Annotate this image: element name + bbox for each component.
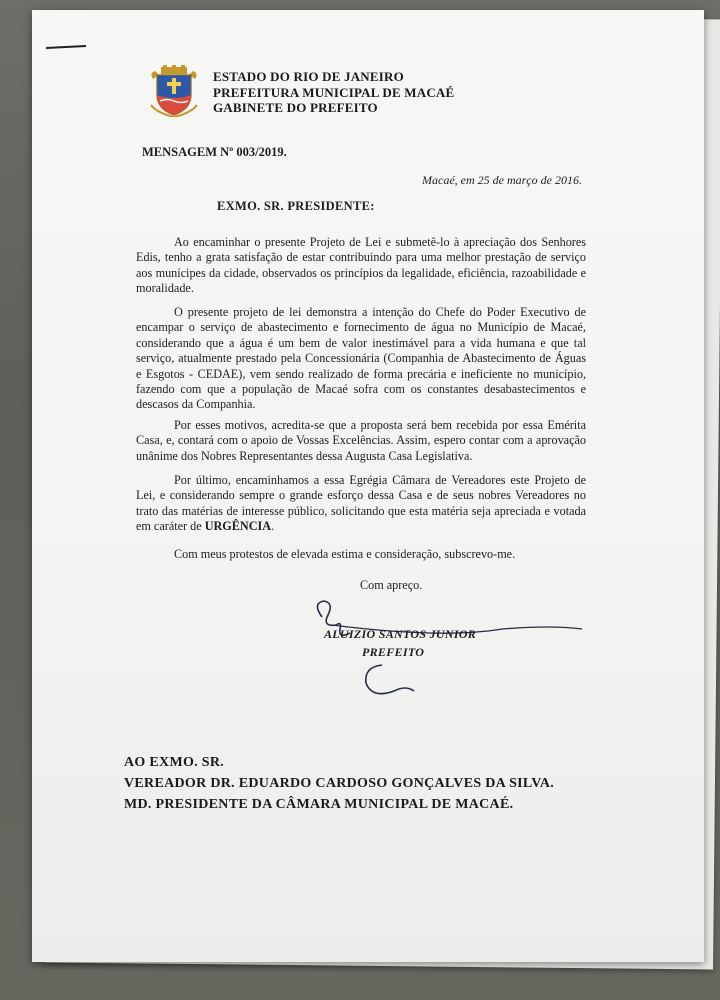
paragraph-2-text: O presente projeto de lei demonstra a intenção do Chefe do Poder Executivo de encampar o serviço de abastecimento e fornecimento de água no Município de Macaé, considerando que a água é um bem de valor inestimável para a vida humana e que tal serviço, atualmente prestado pela Concessionária (Companhia de Abastecimento de Águas e Esgotos - CEDAE), vem sendo realizado de forma precária e ineficiente no município, fazendo com que a população de Macaé sofra com os constantes desabastecimentos e descasos da Companhia. — [136, 305, 586, 412]
handwritten-signature — [302, 595, 582, 705]
coat-of-arms-icon — [147, 65, 201, 117]
salutation: EXMO. SR. PRESIDENTE: — [217, 199, 375, 213]
addressee-line-2: VEREADOR DR. EDUARDO CARDOSO GONÇALVES DA SILVA. — [124, 776, 555, 791]
addressee-block — [124, 752, 554, 815]
state-name: ESTADO DO RIO DE JANEIRO — [213, 69, 404, 84]
pen-mark — [46, 45, 86, 49]
letterhead — [147, 65, 454, 117]
paragraph-5 — [136, 547, 586, 562]
paragraph-3-text: Por esses motivos, acredita-se que a proposta será bem recebida por essa Emérita Casa, e, contará com o apoio de Vossas Excelências. Assim, espero contar com a aprovação unânime dos Nobres Representantes dessa Augusta Casa Legislativa. — [136, 418, 586, 463]
paragraph-2 — [136, 305, 586, 413]
paragraph-1 — [136, 235, 586, 297]
paragraph-5-text: Com meus protestos de elevada estima e consideração, subscrevo-me. — [174, 547, 516, 561]
urgency-emphasis: URGÊNCIA — [204, 519, 272, 534]
paragraph-1-text: Ao encaminhar o presente Projeto de Lei e submetê-lo à apreciação dos Senhores Edis, tenho a grata satisfação de estar contribuindo para uma melhor prestação de serviço aos munícipes da cidade, observados os princípios da legalidade, eficiência, razoabilidade e moralidade. — [136, 235, 586, 296]
closing-phrase: Com apreço. — [360, 578, 423, 592]
paragraph-4-body: Por último, encaminhamos a essa Egrégia Câmara de Vereadores este Projeto de Lei, e considerando sempre o grande esforço dessa Casa e de seus nobres Vereadores no trato das matérias de interesse público, solicitando que esta matéria seja apreciada e votada em caráter de — [136, 473, 586, 534]
letter-date: Macaé, em 25 de março de 2016. — [422, 173, 582, 187]
document-page — [32, 10, 704, 962]
addressee-line-3: MD. PRESIDENTE DA CÂMARA MUNICIPAL DE MACAÉ. — [124, 797, 514, 812]
signer-name: ALUIZIO SANTOS JUNIOR — [324, 627, 477, 641]
paragraph-3 — [136, 418, 586, 464]
paragraph-4-text — [136, 473, 586, 535]
message-number: MENSAGEM Nº 003/2019. — [142, 145, 287, 159]
prefecture-name: PREFEITURA MUNICIPAL DE MACAÉ — [213, 84, 455, 100]
signer-title: PREFEITO — [362, 645, 425, 659]
office-name: GABINETE DO PREFEITO — [213, 100, 378, 115]
paragraph-4 — [136, 473, 586, 535]
addressee-line-1: AO EXMO. SR. — [124, 755, 225, 770]
paragraph-4-end: . — [271, 519, 275, 534]
